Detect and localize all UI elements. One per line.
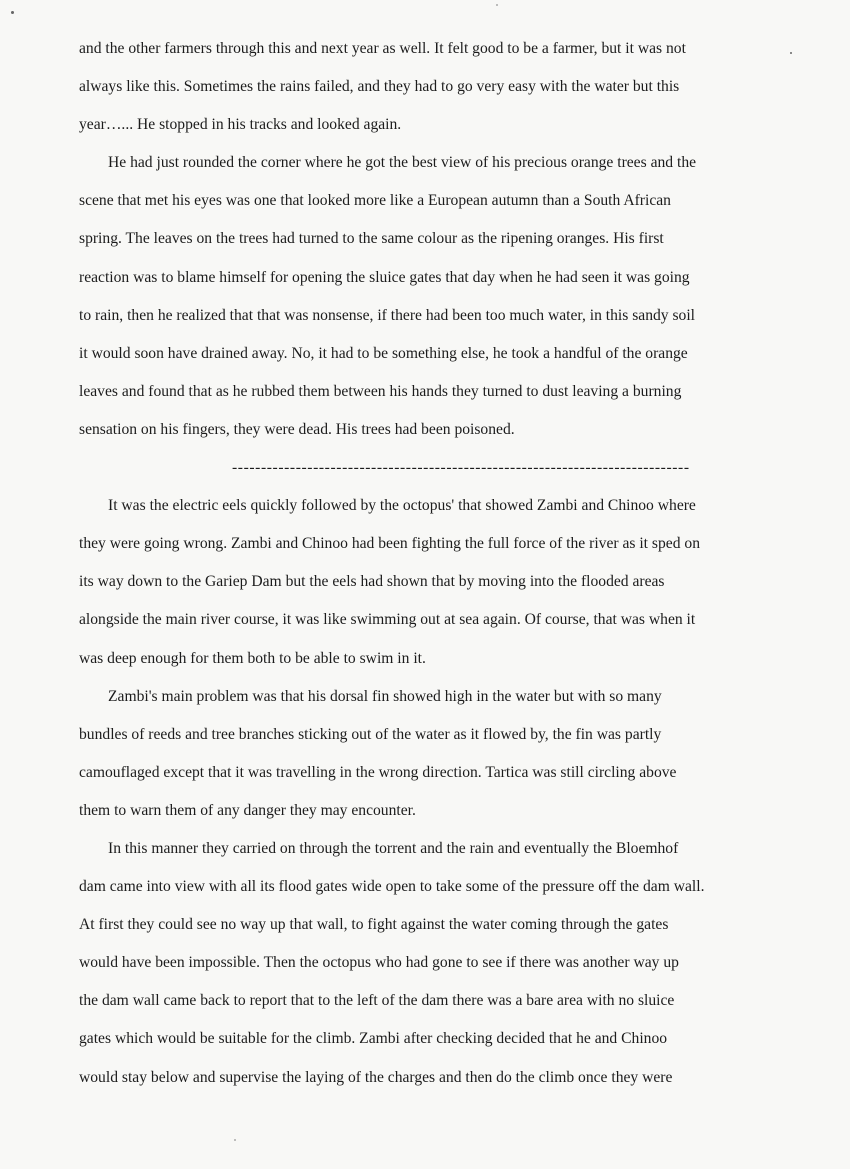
text-line: sensation on his fingers, they were dead. His trees had been poisoned. bbox=[79, 420, 515, 438]
text-line: He had just rounded the corner where he got the best view of his precious orange trees and the bbox=[108, 154, 697, 172]
text-line: dam came into view with all its flood gates wide open to take some of the pressure off the dam wall. bbox=[79, 878, 705, 896]
text-line: to rain, then he realized that that was nonsense, if there had been too much water, in this sandy soil bbox=[79, 306, 696, 324]
text-line: scene that met his eyes was one that looked more like a European autumn than a South African bbox=[79, 192, 671, 210]
text-line: it would soon have drained away. No, it had to be something else, he took a handful of the orange bbox=[79, 344, 688, 362]
scan-speck bbox=[234, 1139, 236, 1141]
scan-speck bbox=[11, 11, 14, 14]
document-body bbox=[79, 30, 779, 1097]
text-line: year…... He stopped in his tracks and looked again. bbox=[79, 116, 402, 134]
text-line: gates which would be suitable for the climb. Zambi after checking decided that he and Chinoo bbox=[79, 1030, 668, 1048]
text-line: leaves and found that as he rubbed them between his hands they turned to dust leaving a burning bbox=[79, 382, 682, 400]
text-line: It was the electric eels quickly followed by the octopus' that showed Zambi and Chinoo where bbox=[108, 497, 696, 515]
text-line: alongside the main river course, it was like swimming out at sea again. Of course, that was when it bbox=[79, 611, 696, 629]
paragraph bbox=[79, 830, 779, 1097]
text-line: camouflaged except that it was travelling in the wrong direction. Tartica was still circling above bbox=[79, 763, 677, 781]
text-line: reaction was to blame himself for opening the sluice gates that day when he had seen it was going bbox=[79, 268, 690, 286]
text-line: the dam wall came back to report that to the left of the dam there was a bare area with no sluice bbox=[79, 992, 675, 1010]
text-line: and the other farmers through this and next year as well. It felt good to be a farmer, but it was not bbox=[79, 40, 686, 57]
text-line: they were going wrong. Zambi and Chinoo had been fighting the full force of the river as it sped on bbox=[79, 535, 700, 553]
text-line: would have been impossible. Then the octopus who had gone to see if there was another way up bbox=[79, 954, 679, 972]
text-line: spring. The leaves on the trees had turned to the same colour as the ripening oranges. His first bbox=[79, 230, 664, 248]
text-line: was deep enough for them both to be able to swim in it. bbox=[79, 649, 426, 667]
text-line: Zambi's main problem was that his dorsal fin showed high in the water but with so many bbox=[108, 687, 662, 705]
scan-speck bbox=[496, 4, 498, 6]
paragraph bbox=[79, 30, 779, 144]
section-separator: ------------------------------------------------------------------------------- bbox=[232, 459, 690, 477]
scan-speck bbox=[790, 52, 792, 54]
text-line: them to warn them of any danger they may encounter. bbox=[79, 801, 416, 819]
text-line: In this manner they carried on through the torrent and the rain and eventually the Bloemhof bbox=[108, 839, 679, 857]
text-line: bundles of reeds and tree branches sticking out of the water as it flowed by, the fin was partly bbox=[79, 725, 662, 743]
paragraph bbox=[79, 144, 779, 449]
text-line: its way down to the Gariep Dam but the eels had shown that by moving into the flooded areas bbox=[79, 573, 665, 591]
paragraph bbox=[79, 678, 779, 830]
paragraph bbox=[79, 487, 779, 677]
text-line: would stay below and supervise the laying of the charges and then do the climb once they were bbox=[79, 1068, 673, 1086]
text-line: At first they could see no way up that wall, to fight against the water coming through the gates bbox=[79, 916, 669, 934]
text-line: always like this. Sometimes the rains failed, and they had to go very easy with the water but this bbox=[79, 78, 680, 96]
